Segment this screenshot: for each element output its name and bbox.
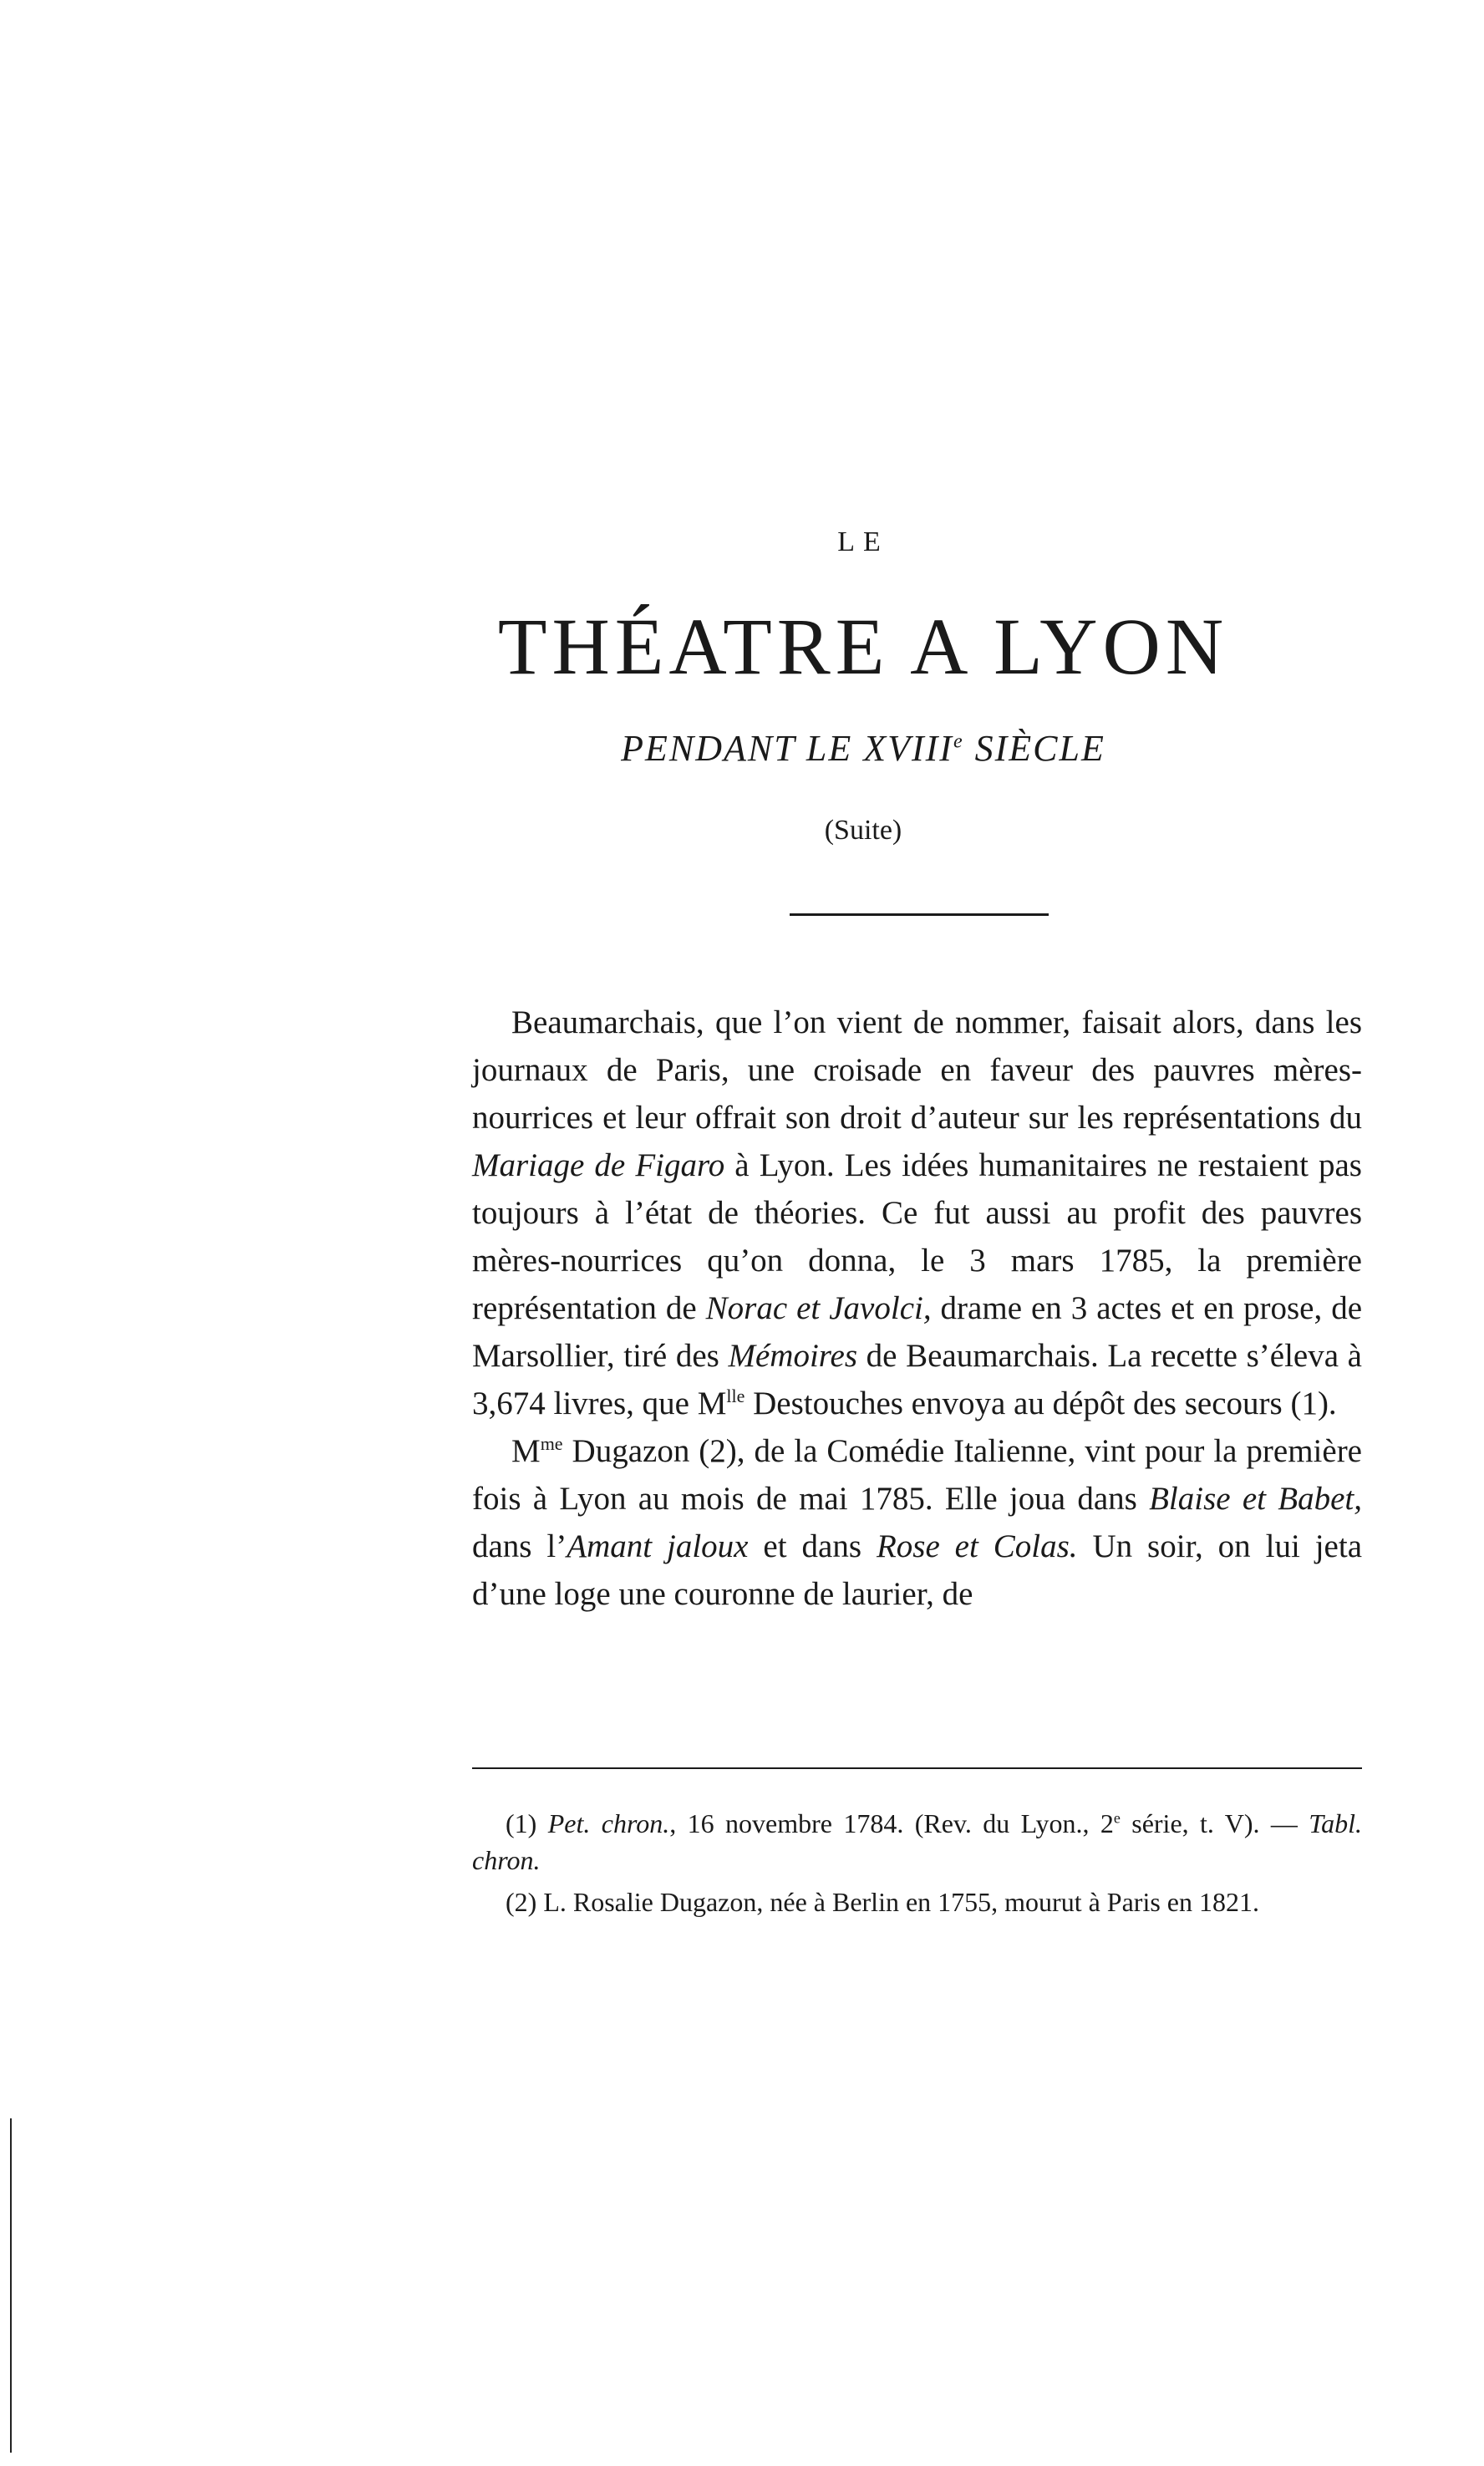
italic-run: Amant jaloux xyxy=(567,1528,749,1564)
italic-run: Tabl. chron. xyxy=(472,1808,1363,1875)
text-run: (2) L. Rosalie Dugazon, née à Berlin en 1755, mourut à Paris en 1821. xyxy=(506,1887,1259,1917)
italic-run: Blaise et Babet, xyxy=(1149,1481,1362,1517)
title-divider xyxy=(790,913,1049,916)
subtitle-pre: PENDANT LE XVIII xyxy=(621,728,953,769)
scan-edge-mark xyxy=(10,2118,12,2453)
text-run: série, t. V). — xyxy=(1120,1808,1309,1838)
body-text xyxy=(472,999,1362,1618)
text-run: et dans xyxy=(748,1528,877,1564)
footnote xyxy=(472,1884,1362,1920)
text-run: dans l’ xyxy=(472,1528,567,1564)
article-prefix: LE xyxy=(837,526,889,557)
subtitle-sup: e xyxy=(953,730,964,753)
footnote-divider xyxy=(472,1767,1362,1769)
text-run: Destouches envoya au dépôt des secours (1). xyxy=(745,1386,1337,1421)
italic-run: Mariage de Figaro xyxy=(472,1147,725,1183)
text-run: Un soir, on lui jeta d’une loge une couronne de laurier, de xyxy=(472,1528,1363,1612)
italic-run: Rose et Colas. xyxy=(876,1528,1078,1564)
superscript: me xyxy=(540,1433,563,1454)
text-run: (1) xyxy=(506,1808,548,1838)
text-run: Dugazon (2), de la Comédie Italienne, vint pour la première fois à Lyon au mois de mai 1785. Elle joua dans xyxy=(472,1433,1362,1517)
article-subtitle xyxy=(0,727,1484,770)
continuation-note: (Suite) xyxy=(824,815,902,846)
text-run: de Beaumarchais. La recette s’éleva à 3,674 livres, que M xyxy=(472,1338,1362,1421)
superscript: lle xyxy=(726,1386,745,1406)
superscript: e xyxy=(1113,1809,1121,1827)
italic-run: Norac et Javolci, xyxy=(705,1290,932,1326)
footnotes xyxy=(472,1805,1362,1925)
paragraph xyxy=(472,999,1362,1427)
footnote xyxy=(472,1805,1362,1879)
text-run: drame en 3 actes et en prose, de Marsollier, tiré des xyxy=(472,1290,1363,1374)
italic-run: Mémoires xyxy=(728,1338,857,1374)
text-run: à Lyon. Les idées humanitaires ne restaient pas toujours à l’état de théories. Ce fut aussi au profit des pauvres mères-nourrices qu’on donna, le 3 mars 1785, la première représentation de xyxy=(472,1147,1362,1326)
subtitle-post: SIÈCLE xyxy=(963,728,1105,769)
text-run: Beaumarchais, que l’on vient de nommer, faisait alors, dans les journaux de Paris, une croisade en faveur des pauvres mères-nourrices et leur offrait son droit d’auteur sur les représentations du xyxy=(472,1004,1362,1136)
italic-run: Pet. chron. xyxy=(547,1808,670,1838)
text-run: M xyxy=(511,1433,541,1469)
article-title: THÉATRE A LYON xyxy=(497,602,1229,691)
text-run: , 16 novembre 1784. (Rev. du Lyon., 2 xyxy=(669,1808,1114,1838)
paragraph xyxy=(472,1427,1362,1618)
